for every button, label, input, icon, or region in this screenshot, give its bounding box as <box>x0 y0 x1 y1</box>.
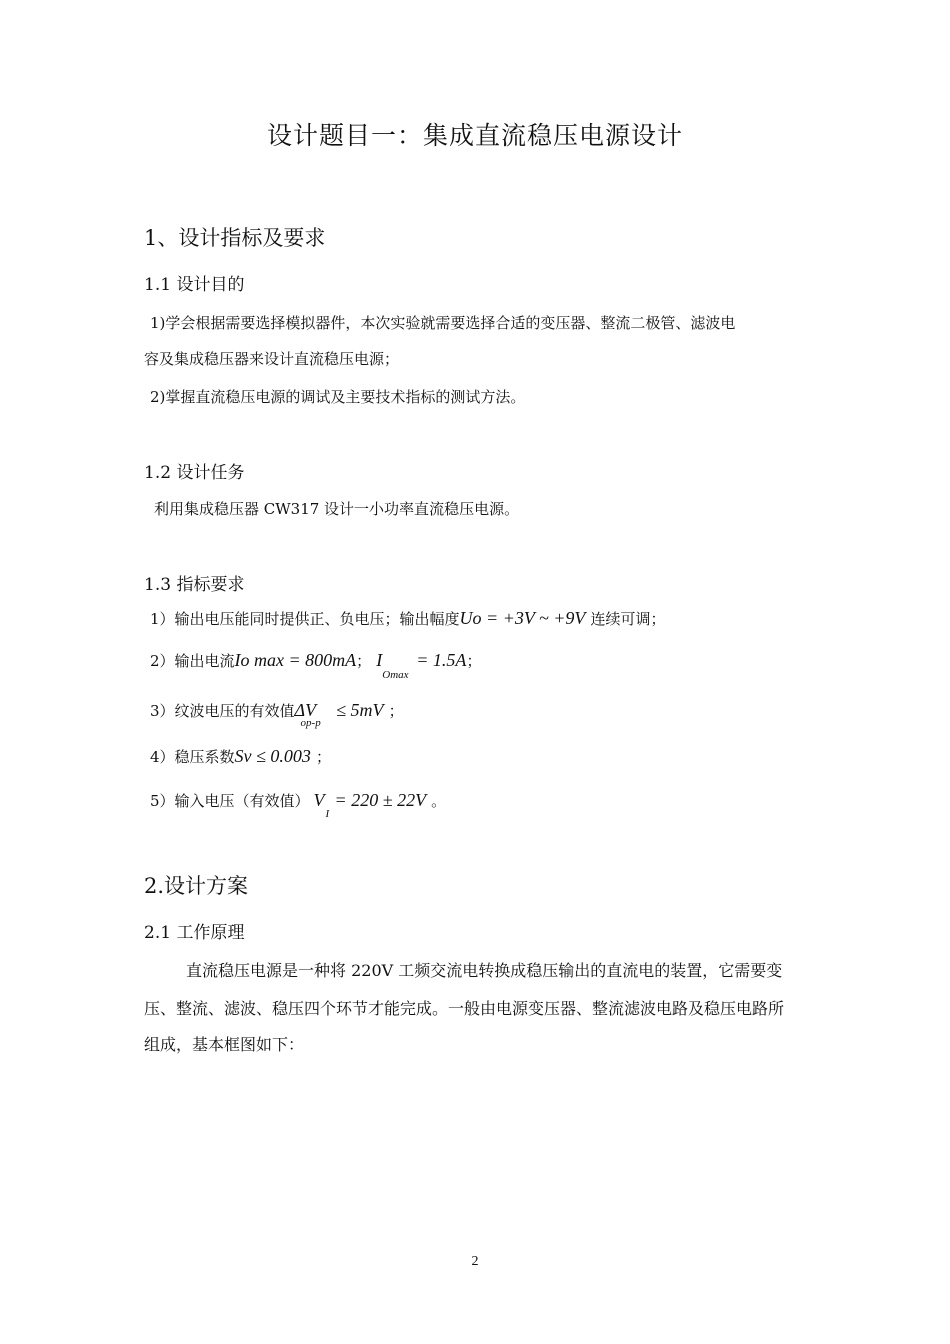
separator: ； <box>356 652 372 670</box>
formula: Sv ≤ 0.003 <box>234 746 311 766</box>
section-2-1-heading: 2.1 工作原理 <box>144 923 245 943</box>
section-1-3-heading: 1.3 指标要求 <box>144 575 245 595</box>
purpose-line-2: 容及集成稳压器来设计直流稳压电源； <box>144 350 400 368</box>
formula: Uo = +3V ~ +9V <box>459 608 586 628</box>
section-1-heading: 1、设计指标及要求 <box>144 226 326 250</box>
document-title: 设计题目一：集成直流稳压电源设计 <box>266 121 683 150</box>
principle-line-3: 组成，基本框图如下： <box>144 1035 305 1054</box>
requirement-text: 连续可调； <box>590 610 666 628</box>
requirement-item-5 <box>150 790 447 820</box>
requirement-text: 3）纹波电压的有效值 <box>150 702 295 720</box>
formula <box>313 790 427 820</box>
formula-main: ΔV <box>294 700 317 720</box>
section-1-2-heading: 1.2 设计任务 <box>144 463 245 483</box>
formula-rest: = 220 ± 22V <box>334 790 427 810</box>
formula-rest: = 1.5A <box>416 650 467 670</box>
formula-main: V <box>313 790 325 810</box>
formula-main: I <box>376 650 383 670</box>
requirement-text: 4）稳压系数 <box>150 748 235 766</box>
formula-subscript: I <box>325 808 330 820</box>
section-2-heading: 2.设计方案 <box>144 874 249 898</box>
requirement-text: 5）输入电压（有效值） <box>150 792 310 810</box>
requirement-item-1 <box>150 608 666 629</box>
requirement-text: 1）输出电压能同时提供正、负电压；输出幅度 <box>150 610 460 628</box>
requirement-item-3 <box>150 700 404 729</box>
purpose-line-3: 2)掌握直流稳压电源的调试及主要技术指标的测试方法。 <box>150 388 526 406</box>
section-1-1-heading: 1.1 设计目的 <box>144 275 245 295</box>
formula-rest: ≤ 5mV <box>336 700 384 720</box>
formula-subscript: Omax <box>382 669 409 681</box>
requirement-text: 2）输出电流 <box>150 652 235 670</box>
requirement-text: ； <box>466 652 482 670</box>
purpose-line-1: 1)学会根据需要选择模拟器件，本次实验就需要选择合适的变压器、整流二极管、滤波电 <box>150 314 736 332</box>
page-number: 2 <box>471 1254 479 1269</box>
requirement-text: ； <box>388 702 404 720</box>
principle-line-2: 压、整流、滤波、稳压四个环节才能完成。一般由电源变压器、整流滤波电路及稳压电路所 <box>144 999 785 1018</box>
requirement-item-4 <box>150 746 331 767</box>
principle-line-1: 直流稳压电源是一种将 220V 工频交流电转换成稳压输出的直流电的装置，它需要变 <box>186 961 783 980</box>
formula <box>294 700 384 729</box>
formula: Io max = 800mA <box>234 650 357 670</box>
requirement-text: 。 <box>431 792 447 810</box>
formula <box>376 650 467 681</box>
formula-subscript: op-p <box>300 717 321 729</box>
requirement-text: ； <box>316 748 332 766</box>
task-line-1: 利用集成稳压器 CW317 设计一小功率直流稳压电源。 <box>154 500 520 518</box>
requirement-item-2 <box>150 650 482 681</box>
